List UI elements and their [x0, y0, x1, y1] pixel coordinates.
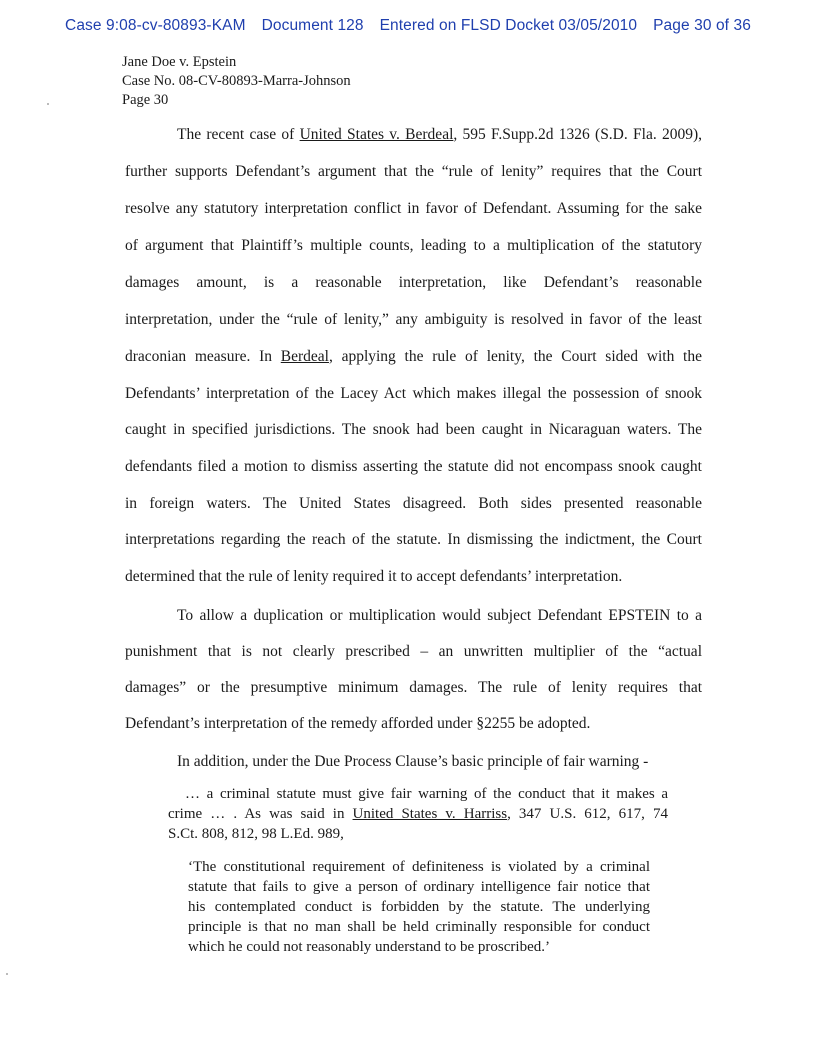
- text-run: , applying the rule of lenity, the Court sided with the: [328, 348, 702, 365]
- paragraph-line: damages amount, is a reasonable interpretation, like Defendant’s reasonable: [125, 274, 702, 291]
- nested-quote-line: ‘The constitutional requirement of definiteness is violated by a criminal: [188, 859, 650, 875]
- paragraph-line: resolve any statutory interpretation conflict in favor of Defendant. Assuming for the sake: [125, 200, 702, 217]
- text-run: draconian measure. In: [125, 348, 281, 365]
- paragraph-line: defendants filed a motion to dismiss asserting the statute did not encompass snook caught: [125, 458, 702, 475]
- docket-stamp: [0, 17, 816, 35]
- text-run: crime … . As was said in: [168, 806, 353, 822]
- nested-quote-line: principle is that no man shall be held criminally responsible for conduct: [188, 919, 650, 935]
- paragraph-line: further supports Defendant’s argument that the “rule of lenity” requires that the Court: [125, 163, 702, 180]
- paragraph-line: caught in specified jurisdictions. The snook had been caught in Nicaraguan waters. The: [125, 421, 702, 438]
- case-citation: United States v. Berdeal: [299, 126, 454, 143]
- block-quote-line: [168, 806, 668, 823]
- paragraph-line: [177, 126, 702, 144]
- paragraph-line: Defendants’ interpretation of the Lacey Act which makes illegal the possession of snook: [125, 385, 702, 402]
- page-label: Page 30: [122, 92, 169, 108]
- case-citation: Berdeal: [280, 348, 329, 365]
- paragraph-line: damages” or the presumptive minimum damages. The rule of lenity requires that: [125, 679, 702, 696]
- docket-entered: Entered on FLSD Docket 03/05/2010: [379, 17, 638, 34]
- text-run: , 595 F.Supp.2d 1326 (S.D. Fla. 2009),: [453, 126, 702, 143]
- speck: [6, 973, 8, 975]
- paragraph-line: In addition, under the Due Process Clause’s basic principle of fair warning -: [177, 753, 649, 770]
- paragraph-line: interpretations regarding the reach of the statute. In dismissing the indictment, the Court: [125, 531, 702, 548]
- docket-page: Page 30 of 36: [653, 17, 751, 34]
- paragraph-line: To allow a duplication or multiplication would subject Defendant EPSTEIN to a: [177, 607, 702, 624]
- page-header: [122, 53, 351, 110]
- case-caption: Jane Doe v. Epstein: [122, 54, 237, 70]
- paragraph-line: Defendant’s interpretation of the remedy afforded under §2255 be adopted.: [125, 715, 591, 732]
- docket-document: Document 128: [261, 17, 364, 34]
- text-run: The recent case of: [177, 126, 300, 143]
- block-quote-line: S.Ct. 808, 812, 98 L.Ed. 989,: [168, 826, 344, 842]
- case-number: Case No. 08-CV-80893-Marra-Johnson: [122, 73, 351, 89]
- text-run: , 347 U.S. 612, 617, 74: [507, 806, 668, 822]
- nested-quote-line: statute that fails to give a person of ordinary intelligence fair notice that: [188, 879, 650, 895]
- paragraph-line: punishment that is not clearly prescribed – an unwritten multiplier of the “actual: [125, 643, 702, 660]
- paragraph-line: of argument that Plaintiff’s multiple counts, leading to a multiplication of the statutory: [125, 237, 702, 254]
- speck: [47, 103, 49, 105]
- paragraph-line: in foreign waters. The United States disagreed. Both sides presented reasonable: [125, 495, 702, 512]
- paragraph-line: interpretation, under the “rule of lenity,” any ambiguity is resolved in favor of the least: [125, 311, 702, 328]
- case-citation: United States v. Harriss: [352, 806, 508, 822]
- docket-case: Case 9:08-cv-80893-KAM: [65, 17, 246, 34]
- nested-quote-line: his contemplated conduct is forbidden by the statute. The underlying: [188, 899, 650, 915]
- paragraph-line: determined that the rule of lenity required it to accept defendants’ interpretation.: [125, 568, 623, 585]
- paragraph-line: [125, 348, 702, 366]
- nested-quote-line: which he could not reasonably understand to be proscribed.’: [188, 939, 550, 955]
- block-quote-line: … a criminal statute must give fair warning of the conduct that it makes a: [185, 786, 668, 802]
